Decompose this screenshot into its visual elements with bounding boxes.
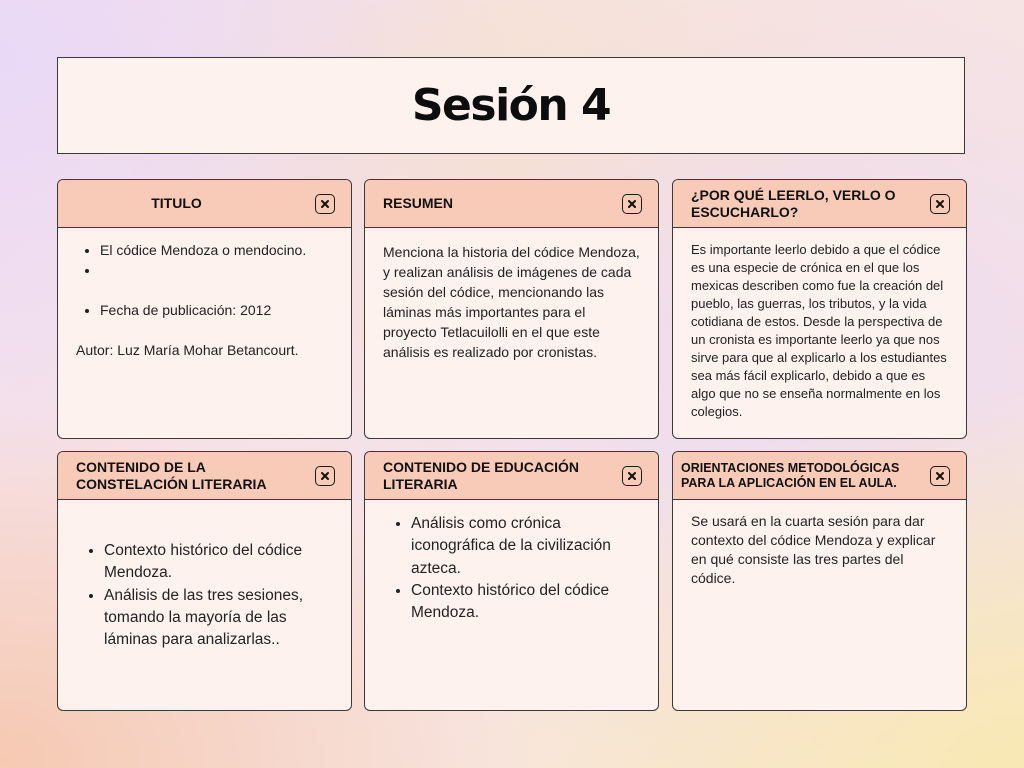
card-header: [365, 180, 658, 228]
card-title: RESUMEN: [383, 195, 454, 211]
card-body: [58, 500, 351, 663]
list-item: • Fecha de publicación: 2012: [100, 300, 333, 320]
methodology-text: Se usará en la cuarta sesión para dar contexto del códice Mendoza y explicar en qué consiste las tres partes del códice.: [691, 513, 936, 586]
list-item: • Análisis como crónica iconográfica de la civilización azteca.: [411, 513, 640, 580]
close-icon: [627, 199, 637, 209]
page-title: Sesión 4: [411, 80, 611, 131]
author-text: Autor: Luz María Mohar Betancourt.: [76, 342, 299, 358]
card-body: [673, 500, 966, 600]
list-item: • Análisis de las tres sesiones, tomando la mayoría de las láminas para analizarlas..: [104, 585, 333, 652]
close-icon: [935, 199, 945, 209]
close-button[interactable]: [622, 194, 642, 214]
close-button[interactable]: [622, 466, 642, 486]
card-orientaciones-metodologicas: [672, 451, 967, 711]
card-body: [673, 228, 966, 432]
card-constelacion-literaria: [57, 451, 352, 711]
list-item: • Contexto histórico del códice Mendoza.: [411, 580, 640, 625]
summary-text: Menciona la historia del códice Mendoza, y realizan análisis de imágenes de cada sesión del códice, mencionando las láminas más importantes para el proyecto Tetlacuilolli en el que este análisis es realizado por cronistas.: [383, 244, 640, 360]
card-title: CONTENIDO DE EDUCACIÓN LITERARIA: [383, 458, 580, 492]
close-icon: [320, 199, 330, 209]
card-resumen: [364, 179, 659, 439]
card-header: [365, 452, 658, 500]
card-titulo: [57, 179, 352, 439]
close-icon: [935, 471, 945, 481]
card-header: [673, 452, 966, 500]
close-icon: [320, 471, 330, 481]
card-educacion-literaria: [364, 451, 659, 711]
list-item: [100, 260, 333, 280]
card-header: [673, 180, 966, 228]
card-por-que-leerlo: [672, 179, 967, 439]
card-title: ¿POR QUÉ LEERLO, VERLO O ESCUCHARLO?: [691, 186, 896, 220]
close-button[interactable]: [315, 194, 335, 214]
card-title: ORIENTACIONES METODOLÓGICAS PARA LA APLICACIÓN EN EL AULA.: [681, 460, 900, 490]
close-button[interactable]: [930, 466, 950, 486]
card-title: TITULO: [151, 195, 202, 211]
title-box: [57, 57, 965, 154]
list-item: • El códice Mendoza o mendocino.: [100, 240, 333, 260]
card-title: CONTENIDO DE LA CONSTELACIÓN LITERARIA: [76, 458, 267, 492]
close-icon: [627, 471, 637, 481]
close-button[interactable]: [315, 466, 335, 486]
close-button[interactable]: [930, 194, 950, 214]
bullet-list: [76, 240, 333, 320]
card-header: [58, 452, 351, 500]
bullet-list: [383, 513, 640, 624]
card-body: [58, 228, 351, 372]
card-body: [365, 500, 658, 636]
list-item: • Contexto histórico del códice Mendoza.: [104, 540, 333, 585]
card-header: [58, 180, 351, 228]
card-body: [365, 228, 658, 374]
bullet-list: [76, 540, 333, 651]
reason-text: Es importante leerlo debido a que el códice es una especie de crónica en el que los mexicas describen como fue la creación del pueblo, las guerras, los tributos, y la vida cotidiana de estos. Desde la perspectiva de un cronista es importante leerlo ya que nos sirve para que al explicarlo a los estudiantes sea más fácil explicarlo, debido a que es algo que no se enseña normalmente en los colegios.: [691, 242, 947, 419]
